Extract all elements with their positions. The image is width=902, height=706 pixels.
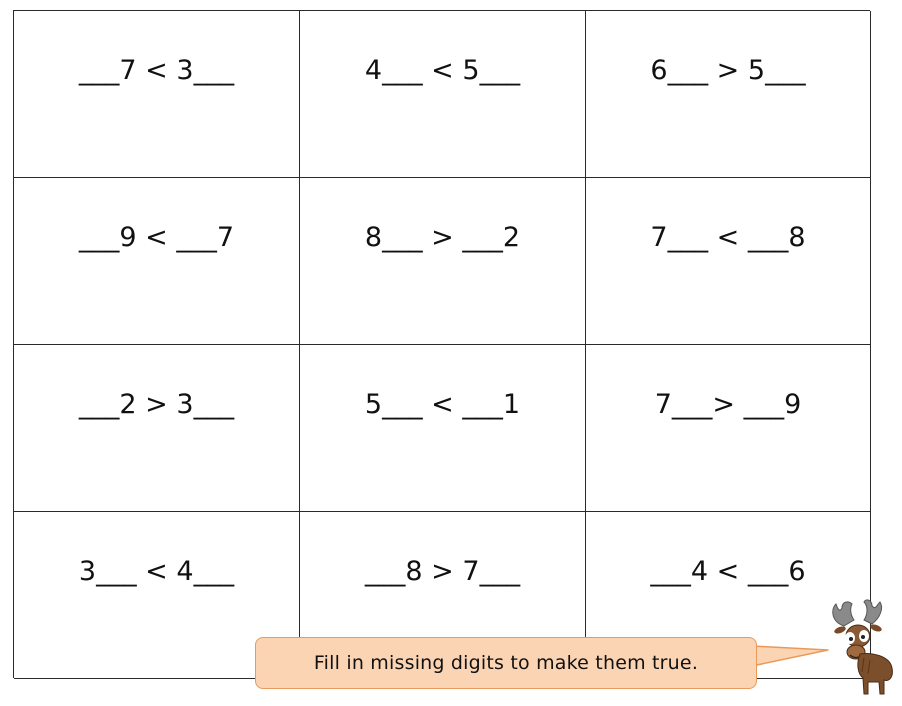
problem-cell — [300, 11, 586, 178]
problem-cell — [14, 11, 300, 178]
inequality-expression: 7___> ___9 — [654, 389, 802, 420]
problem-grid — [13, 10, 870, 678]
problem-cell — [586, 11, 871, 178]
inequality-expression: 5___ < ___1 — [364, 389, 521, 420]
inequality-expression: 4___ < 5___ — [364, 55, 521, 86]
inequality-expression: ___2 > 3___ — [78, 389, 235, 420]
inequality-expression: 3___ < 4___ — [78, 556, 235, 587]
moose-mascot-icon — [826, 598, 898, 698]
callout-tail — [752, 640, 832, 670]
problem-cell — [300, 178, 586, 345]
instruction-callout — [255, 637, 757, 689]
problem-cell — [14, 345, 300, 512]
inequality-expression: 6___ > 5___ — [650, 55, 806, 86]
inequality-expression: 7___ < ___8 — [650, 222, 806, 253]
inequality-expression: ___4 < ___6 — [650, 556, 806, 587]
problem-cell — [586, 178, 871, 345]
problem-cell — [300, 345, 586, 512]
problem-cell — [14, 178, 300, 345]
inequality-expression: 8___ > ___2 — [364, 222, 521, 253]
problem-cell — [586, 345, 871, 512]
instruction-text: Fill in missing digits to make them true. — [313, 652, 699, 674]
inequality-expression: ___8 > 7___ — [364, 556, 521, 587]
inequality-expression: ___9 < ___7 — [78, 222, 235, 253]
inequality-expression: ___7 < 3___ — [78, 55, 235, 86]
